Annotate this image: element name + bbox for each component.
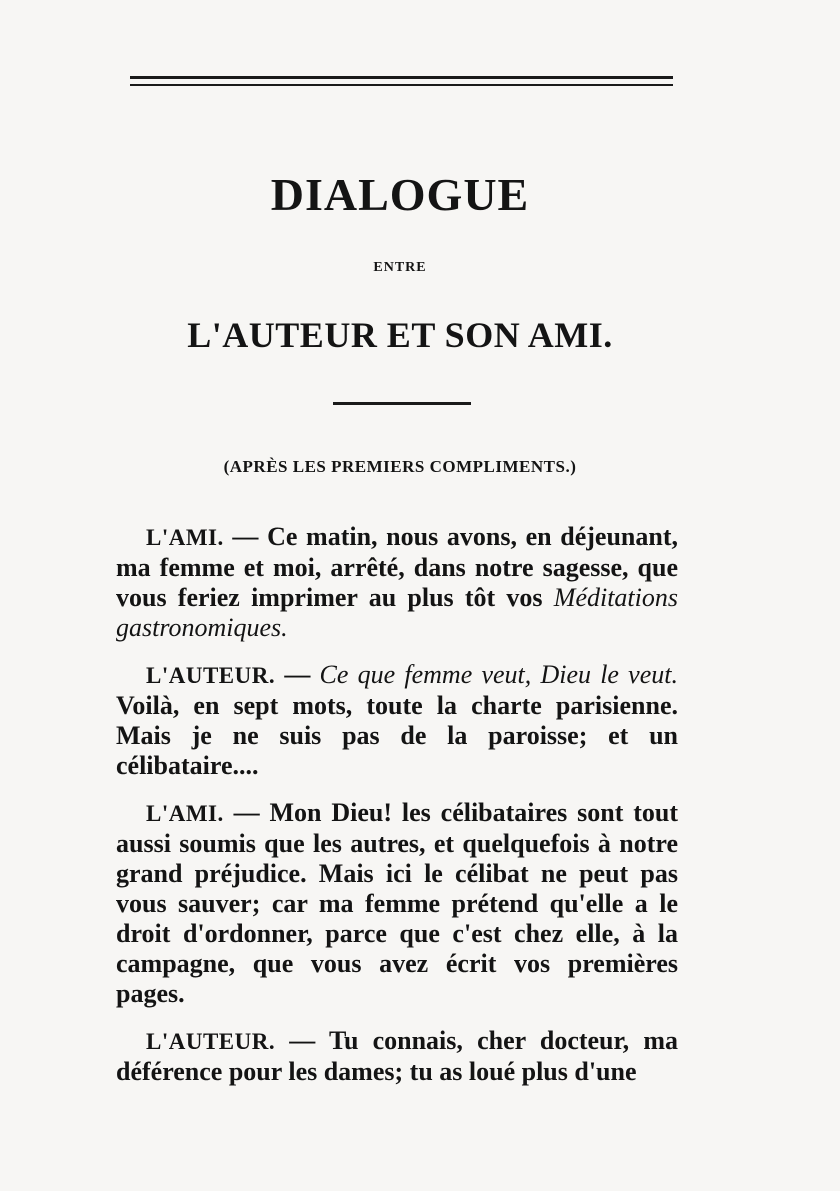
dialogue-paragraph xyxy=(116,660,678,781)
header-rule-thin xyxy=(130,84,673,86)
italic-proverb: Ce que femme veut, Dieu le veut. xyxy=(319,660,678,689)
page-subtitle: L'AUTEUR ET SON AMI. xyxy=(187,315,613,355)
dialogue-paragraph xyxy=(116,1026,678,1087)
dialogue-paragraph xyxy=(116,522,678,643)
paragraph-text: Tu connais, cher docteur, ma déférence pour les dames; tu as loué plus d'une xyxy=(116,1026,679,1086)
speaker-name: L'AMI. xyxy=(146,801,224,826)
stage-direction: (APRÈS LES PREMIERS COMPLIMENTS.) xyxy=(223,457,577,476)
speaker-dash: — xyxy=(275,660,320,689)
title-connector: ENTRE xyxy=(373,260,427,275)
speaker-name: L'AMI. xyxy=(146,525,224,550)
italic-title: Méditations gastronomiques. xyxy=(116,583,678,642)
speaker-name: L'AUTEUR. xyxy=(146,663,276,688)
speaker-dash: — xyxy=(223,522,268,551)
paragraph-text: Ce matin, nous avons, en déjeunant, ma femme et moi, arrêté, dans notre sagesse, que vous feriez imprimer au plus tôt vos xyxy=(116,522,679,612)
section-divider xyxy=(333,402,471,405)
speaker-dash: — xyxy=(223,798,270,827)
header-double-rule xyxy=(130,76,673,89)
header-rule-thick xyxy=(130,76,673,79)
speaker-name: L'AUTEUR. xyxy=(146,1029,276,1054)
paragraph-text: Voilà, en sept mots, toute la charte parisienne. Mais je ne suis pas de la paroisse; et un célibataire.... xyxy=(116,691,678,780)
paragraph-text: Mon Dieu! les célibataires sont tout aussi soumis que les autres, et quelquefois à notre grand préjudice. Mais ici le célibat ne peut pas vous sauver; car ma femme prétend qu'elle a le droit d'ordonner, parce que c'est chez elle, à la campagne, que vous avez écrit vos premières pages. xyxy=(116,798,679,1008)
dialogue-paragraph xyxy=(116,798,678,1009)
dialogue-body xyxy=(116,522,678,1104)
speaker-dash: — xyxy=(275,1026,329,1055)
page-title: DIALOGUE xyxy=(270,169,530,220)
